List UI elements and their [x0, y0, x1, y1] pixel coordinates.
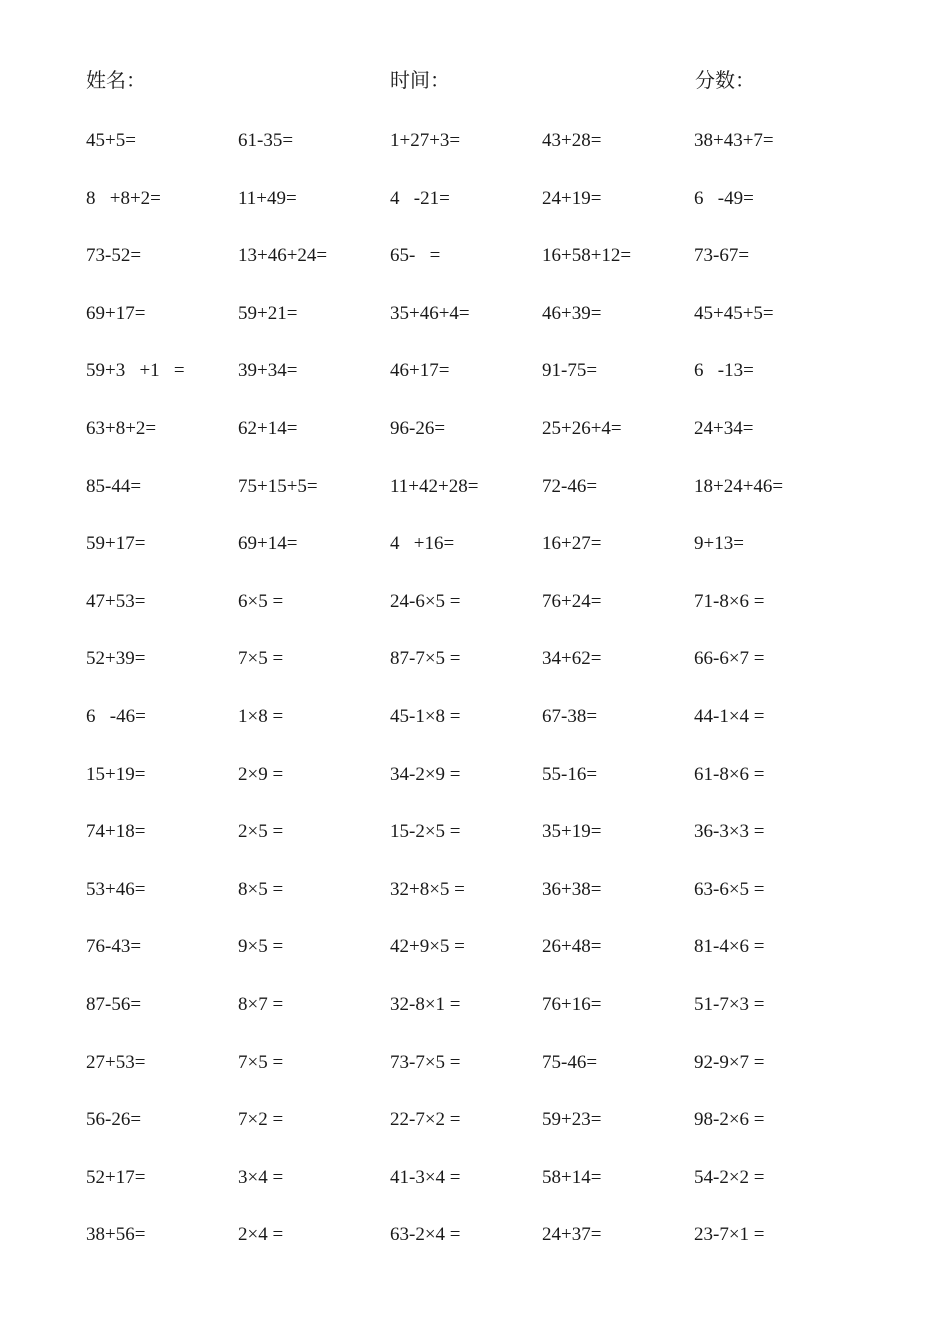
- problem-row: [86, 988, 886, 1046]
- math-problem: 58+14=: [542, 1166, 602, 1188]
- score-label: 分数：: [695, 70, 755, 92]
- math-problem: 27+53=: [86, 1051, 146, 1073]
- math-problem: 8×5 =: [238, 878, 284, 900]
- problem-row: [86, 470, 886, 528]
- math-problem: 38+56=: [86, 1224, 146, 1246]
- math-problem: 62+14=: [238, 417, 298, 439]
- math-problem: 32+8×5 =: [390, 878, 465, 900]
- math-problem: 35+19=: [542, 821, 602, 843]
- math-problem: 52+39=: [86, 648, 146, 670]
- math-problem: 8×7 =: [238, 993, 284, 1015]
- math-problem: 53+46=: [86, 878, 146, 900]
- math-problem: 96-26=: [390, 417, 446, 439]
- problem-row: [86, 1103, 886, 1161]
- math-problem: 9×5 =: [238, 936, 284, 958]
- math-problem: 71-8×6 =: [694, 590, 765, 612]
- math-problem: 2×4 =: [238, 1224, 284, 1246]
- math-problem: 39+34=: [238, 360, 298, 382]
- math-problem: 69+14=: [238, 533, 298, 555]
- problem-row: [86, 182, 886, 240]
- problem-row: [86, 1161, 886, 1219]
- name-label: 姓名：: [86, 70, 146, 92]
- math-problem: 61-35=: [238, 130, 294, 151]
- math-problem: 69+17=: [86, 302, 146, 324]
- math-problem: 45-1×8 =: [390, 705, 461, 727]
- math-problem: 59+17=: [86, 533, 146, 555]
- math-problem: 16+27=: [542, 533, 602, 555]
- problem-row: [86, 239, 886, 297]
- math-problem: 63+8+2=: [86, 417, 157, 439]
- problem-row: [86, 873, 886, 931]
- math-problem: 43+28=: [542, 130, 602, 151]
- math-problem: 6 -49=: [694, 187, 754, 209]
- math-problem: 87-7×5 =: [390, 648, 461, 670]
- math-problem: 76-43=: [86, 936, 142, 958]
- problem-grid: [86, 124, 886, 1276]
- math-problem: 92-9×7 =: [694, 1051, 765, 1073]
- math-problem: 41-3×4 =: [390, 1166, 461, 1188]
- math-problem: 73-7×5 =: [390, 1051, 461, 1073]
- problem-row: [86, 527, 886, 585]
- math-problem: 4 -21=: [390, 187, 450, 209]
- math-problem: 23-7×1 =: [694, 1224, 765, 1246]
- math-problem: 16+58+12=: [542, 245, 632, 267]
- math-problem: 59+21=: [238, 302, 298, 324]
- math-problem: 75+15+5=: [238, 475, 318, 497]
- math-problem: 7×5 =: [238, 648, 284, 670]
- math-problem: 34+62=: [542, 648, 602, 670]
- math-problem: 87-56=: [86, 993, 142, 1015]
- math-problem: 47+53=: [86, 590, 146, 612]
- problem-row: [86, 1218, 886, 1276]
- math-problem: 1+27+3=: [390, 130, 461, 151]
- time-label: 时间：: [390, 70, 450, 92]
- math-problem: 4 +16=: [390, 533, 455, 555]
- problem-row: [86, 642, 886, 700]
- math-problem: 73-52=: [86, 245, 142, 267]
- math-problem: 67-38=: [542, 705, 598, 727]
- math-problem: 54-2×2 =: [694, 1166, 765, 1188]
- math-problem: 26+48=: [542, 936, 602, 958]
- math-problem: 36-3×3 =: [694, 821, 765, 843]
- math-problem: 13+46+24=: [238, 245, 328, 267]
- math-problem: 73-67=: [694, 245, 750, 267]
- math-problem: 18+24+46=: [694, 475, 784, 497]
- problem-row: [86, 412, 886, 470]
- math-problem: 55-16=: [542, 763, 598, 785]
- math-problem: 56-26=: [86, 1109, 142, 1131]
- math-problem: 22-7×2 =: [390, 1109, 461, 1131]
- math-problem: 42+9×5 =: [390, 936, 465, 958]
- math-problem: 76+16=: [542, 993, 602, 1015]
- math-problem: 24+19=: [542, 187, 602, 209]
- problem-row: [86, 354, 886, 412]
- math-problem: 2×9 =: [238, 763, 284, 785]
- math-problem: 6 -13=: [694, 360, 754, 382]
- math-problem: 15-2×5 =: [390, 821, 461, 843]
- math-problem: 63-2×4 =: [390, 1224, 461, 1246]
- math-problem: 1×8 =: [238, 705, 284, 727]
- math-problem: 7×5 =: [238, 1051, 284, 1073]
- math-problem: 25+26+4=: [542, 417, 622, 439]
- problem-row: [86, 815, 886, 873]
- problem-row: [86, 585, 886, 643]
- math-problem: 59+3 +1 =: [86, 360, 185, 382]
- math-problem: 44-1×4 =: [694, 705, 765, 727]
- math-problem: 66-6×7 =: [694, 648, 765, 670]
- math-problem: 15+19=: [86, 763, 146, 785]
- worksheet-header: [0, 64, 950, 98]
- math-problem: 35+46+4=: [390, 302, 470, 324]
- math-problem: 6 -46=: [86, 705, 146, 727]
- math-problem: 59+23=: [542, 1109, 602, 1131]
- math-problem: 45+5=: [86, 130, 136, 151]
- math-problem: 24+34=: [694, 417, 754, 439]
- math-problem: 91-75=: [542, 360, 598, 382]
- math-problem: 51-7×3 =: [694, 993, 765, 1015]
- math-problem: 2×5 =: [238, 821, 284, 843]
- math-problem: 9+13=: [694, 533, 744, 555]
- math-problem: 52+17=: [86, 1166, 146, 1188]
- math-problem: 46+17=: [390, 360, 450, 382]
- math-problem: 6×5 =: [238, 590, 284, 612]
- math-problem: 24-6×5 =: [390, 590, 461, 612]
- problem-row: [86, 124, 886, 182]
- math-problem: 46+39=: [542, 302, 602, 324]
- math-problem: 98-2×6 =: [694, 1109, 765, 1131]
- math-problem: 36+38=: [542, 878, 602, 900]
- math-problem: 65- =: [390, 245, 441, 267]
- math-problem: 3×4 =: [238, 1166, 284, 1188]
- math-problem: 11+42+28=: [390, 475, 479, 497]
- math-problem: 8 +8+2=: [86, 187, 161, 209]
- problem-row: [86, 297, 886, 355]
- math-problem: 75-46=: [542, 1051, 598, 1073]
- math-problem: 72-46=: [542, 475, 598, 497]
- problem-row: [86, 758, 886, 816]
- math-problem: 24+37=: [542, 1224, 602, 1246]
- math-problem: 76+24=: [542, 590, 602, 612]
- math-problem: 38+43+7=: [694, 130, 774, 151]
- problem-row: [86, 1046, 886, 1104]
- math-problem: 61-8×6 =: [694, 763, 765, 785]
- math-problem: 32-8×1 =: [390, 993, 461, 1015]
- math-problem: 85-44=: [86, 475, 142, 497]
- math-problem: 7×2 =: [238, 1109, 284, 1131]
- problem-row: [86, 930, 886, 988]
- math-problem: 45+45+5=: [694, 302, 774, 324]
- math-problem: 81-4×6 =: [694, 936, 765, 958]
- math-problem: 63-6×5 =: [694, 878, 765, 900]
- problem-row: [86, 700, 886, 758]
- math-problem: 74+18=: [86, 821, 146, 843]
- math-problem: 34-2×9 =: [390, 763, 461, 785]
- math-problem: 11+49=: [238, 187, 297, 209]
